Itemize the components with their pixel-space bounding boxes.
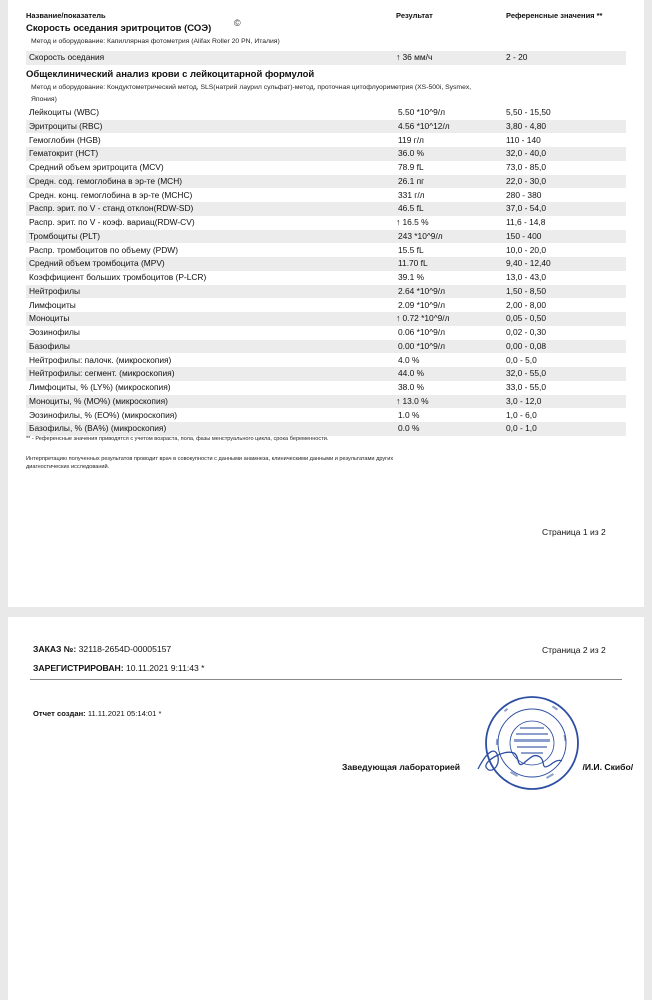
table-row: [26, 120, 626, 134]
footnote: ** - Референсные значения приводятся с учетом возраста, пола, фазы менструального цикла, срока беременности.: [26, 436, 329, 442]
test-result: 243 *10^9/л: [398, 230, 443, 241]
head-of-laboratory: [342, 762, 633, 772]
test-name: Тромбоциты (PLT): [29, 230, 101, 241]
order-number: [33, 644, 171, 654]
cbc-section-title: Общеклинический анализ крови с лейкоцитарной формулой: [26, 69, 315, 80]
test-name: Распр. тромбоцитов по объему (PDW): [29, 244, 178, 255]
test-reference: 0,0 - 5,0: [506, 354, 537, 365]
test-reference: 33,0 - 55,0: [506, 382, 547, 392]
created-value: 11.11.2021 05:14:01 *: [87, 709, 162, 718]
test-reference: 2 - 20: [506, 52, 528, 62]
test-result: 331 г/л: [398, 189, 425, 200]
test-name: Лимфоциты, % (LY%) (микроскопия): [29, 382, 171, 392]
table-row: [26, 367, 626, 381]
test-reference: 3,80 - 4,80: [506, 120, 547, 131]
test-result: 13.0 %: [402, 395, 429, 406]
table-row: [26, 422, 626, 436]
head-label: Заведующая лабораторией: [342, 762, 461, 772]
high-flag-icon: ↑: [396, 313, 401, 324]
test-reference: 32,0 - 55,0: [506, 368, 547, 379]
test-result: 46.5 fL: [398, 203, 424, 214]
test-result: 36.0 %: [398, 148, 425, 159]
created-label: Отчет создан:: [33, 709, 86, 718]
order-value: 32118-2654D-00005157: [78, 644, 172, 654]
divider: [30, 679, 622, 680]
test-name: Нейтрофилы: [29, 285, 81, 296]
table-row: [26, 175, 626, 189]
test-name: Средний объем тромбоцита (MPV): [29, 258, 165, 269]
test-name: Лейкоциты (WBC): [29, 107, 100, 117]
cbc-method-line-2: Япония): [31, 96, 57, 103]
test-name: Коэффициент больших тромбоцитов (P-LCR): [29, 272, 207, 282]
table-row: [26, 354, 626, 368]
table-row: [26, 257, 626, 271]
test-result: 38.0 %: [398, 382, 425, 392]
test-name: Средн. сод. гемоглобина в эр-те (MCH): [29, 175, 183, 186]
test-result: 119 г/л: [398, 134, 424, 145]
test-name: Базофилы: [29, 340, 70, 351]
test-name: Средний объем эритроцита (MCV): [29, 162, 164, 172]
test-reference: 1,0 - 6,0: [506, 409, 537, 420]
test-name: Моноциты, % (MO%) (микроскопия): [29, 395, 168, 406]
table-row: [26, 409, 626, 423]
table-row: [26, 340, 626, 354]
test-result: 2.64 *10^9/л: [398, 285, 446, 296]
test-reference: 110 - 140: [506, 134, 541, 145]
test-reference: 1,50 - 8,50: [506, 285, 547, 296]
test-name: Эритроциты (RBC): [29, 120, 103, 131]
table-row: [26, 147, 626, 161]
test-reference: 5,50 - 15,50: [506, 107, 551, 117]
test-reference: 37,0 - 54,0: [506, 203, 547, 214]
column-header-reference: Референсные значения **: [506, 11, 603, 20]
table-row: [26, 106, 626, 120]
test-name: Лимфоциты: [29, 299, 76, 310]
cbc-method-line-1: Метод и оборудование: Кондуктометрический метод, SLS(натрий лаурил сульфат)-метод, проточная цитофлуориметрия (XS-500i, Sysmex,: [31, 84, 472, 91]
test-name: Нейтрофилы: сегмент. (микроскопия): [29, 368, 175, 379]
interpretation-line-2: диагностических исследований.: [26, 464, 110, 470]
interpretation-line-1: Интерпретацию полученных результатов проводит врач в совокупности с данными анамнеза, клиническими данными и результатами других: [26, 456, 394, 462]
esr-section-title: Скорость оседания эритроцитов (СОЭ): [26, 23, 212, 34]
table-row: [26, 381, 626, 395]
interpretation-note: [26, 455, 393, 471]
test-name: Скорость оседания: [29, 52, 105, 62]
test-result: 0.0 %: [398, 423, 420, 434]
test-reference: 0,00 - 0,08: [506, 340, 547, 351]
table-row: [26, 312, 626, 326]
test-name: Распр. эрит. по V - станд отклон(RDW-SD): [29, 203, 194, 214]
head-name: /И.И. Скибо/: [582, 762, 634, 772]
test-name: Базофилы, % (BA%) (микроскопия): [29, 423, 167, 434]
test-name: Эозинофилы, % (EO%) (микроскопия): [29, 409, 178, 420]
test-name: Гемоглобин (HGB): [29, 134, 101, 145]
test-name: Эозинофилы: [29, 327, 80, 337]
test-reference: 11,6 - 14,8: [506, 217, 546, 227]
test-reference: 0,0 - 1,0: [506, 423, 537, 434]
test-reference: 32,0 - 40,0: [506, 148, 547, 159]
test-name: Нейтрофилы: палочк. (микроскопия): [29, 354, 172, 365]
test-result: 0.72 *10^9/л: [402, 313, 450, 324]
high-flag-icon: ↑: [396, 217, 401, 227]
order-label: ЗАКАЗ №:: [33, 644, 77, 654]
test-result: 11.70 fL: [398, 258, 428, 269]
test-reference: 0,02 - 0,30: [506, 327, 547, 337]
test-reference: 0,05 - 0,50: [506, 313, 547, 324]
registered-label: ЗАРЕГИСТРИРОВАН:: [33, 663, 124, 673]
high-flag-icon: ↑: [396, 52, 401, 62]
column-header-result: Результат: [396, 11, 433, 20]
test-result: 5.50 *10^9/л: [398, 107, 446, 117]
test-result: 4.0 %: [398, 354, 420, 365]
test-result: 36 мм/ч: [402, 52, 433, 62]
test-result: 39.1 %: [398, 272, 425, 282]
test-reference: 280 - 380: [506, 189, 542, 200]
high-flag-icon: ↑: [396, 395, 401, 406]
registered-date: [33, 663, 205, 673]
test-name: Средн. конц. гемоглобина в эр-те (MCHC): [29, 189, 193, 200]
test-reference: 13,0 - 43,0: [506, 272, 547, 282]
table-row: [26, 134, 626, 148]
cbc-method: [31, 82, 471, 106]
test-result: 16.5 %: [402, 217, 429, 227]
test-reference: 2,00 - 8,00: [506, 299, 547, 310]
test-result: 0.00 *10^9/л: [398, 340, 446, 351]
column-header-name: Название/показатель: [26, 11, 106, 20]
table-row: [26, 285, 626, 299]
test-result: 78.9 fL: [398, 162, 424, 172]
table-row: [26, 326, 626, 340]
test-result: 2.09 *10^9/л: [398, 299, 446, 310]
page-number: Страница 2 из 2: [542, 645, 606, 655]
esr-method: Метод и оборудование: Капиллярная фотометрия (Alifax Roller 20 PN, Италия): [31, 38, 280, 45]
table-row: [26, 51, 626, 65]
test-name: Гематокрит (HCT): [29, 148, 99, 159]
table-row: [26, 395, 626, 409]
test-result: 26.1 пг: [398, 175, 425, 186]
test-name: Моноциты: [29, 313, 70, 324]
page-number: Страница 1 из 2: [542, 527, 606, 537]
table-row: [26, 161, 626, 175]
registered-value: 10.11.2021 9:11:43 *: [126, 663, 205, 673]
test-name: Распр. эрит. по V - коэф. вариац(RDW-CV): [29, 217, 195, 227]
test-reference: 73,0 - 85,0: [506, 162, 547, 172]
test-reference: 10,0 - 20,0: [506, 244, 547, 255]
test-result: 1.0 %: [398, 409, 420, 420]
test-result: 15.5 fL: [398, 244, 424, 255]
table-row: [26, 299, 626, 313]
test-reference: 3,0 - 12,0: [506, 395, 542, 406]
report-page-2: [8, 617, 644, 1000]
table-row: [26, 244, 626, 258]
report-page-1: [8, 0, 644, 607]
table-row: [26, 216, 626, 230]
test-reference: 22,0 - 30,0: [506, 175, 547, 186]
copyright-icon: ©: [234, 18, 241, 28]
report-created: [33, 709, 161, 718]
test-reference: 9,40 - 12,40: [506, 258, 551, 269]
table-row: [26, 230, 626, 244]
table-row: [26, 202, 626, 216]
test-result: 4.56 *10^12/л: [398, 120, 450, 131]
test-reference: 150 - 400: [506, 230, 542, 241]
table-row: [26, 271, 626, 285]
test-result: 44.0 %: [398, 368, 425, 379]
test-result: 0.06 *10^9/л: [398, 327, 446, 337]
table-row: [26, 189, 626, 203]
